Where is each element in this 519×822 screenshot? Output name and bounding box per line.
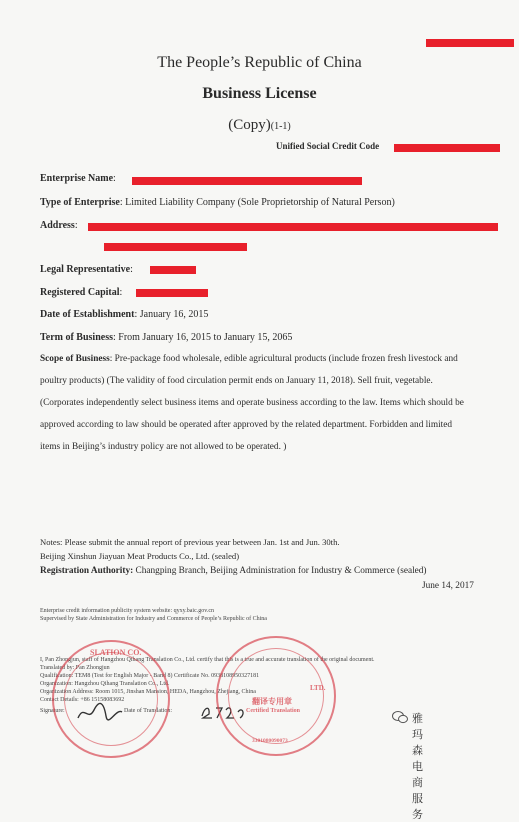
enterprise-name-row: Enterprise Name: — [40, 173, 116, 184]
copy-indicator — [0, 117, 519, 134]
translation-line-3: Qualification: TEM8 (Test for English Major - Band 8) Certificate No. 0938108950327181 — [40, 673, 260, 679]
redaction-enterprise-name — [132, 177, 362, 185]
issue-date: June 14, 2017 — [422, 581, 474, 591]
redaction-capital — [136, 289, 208, 297]
notes-text: Notes: Please submit the annual report of previous year between Jan. 1st and Jun. 30th. — [40, 537, 340, 547]
scope-line-4: approved according to law should be operated after approved by the related department. Forbidden and limited — [40, 420, 453, 430]
establishment-value: January 16, 2015 — [139, 309, 209, 320]
translation-company-seal-left — [52, 640, 170, 758]
translation-date-label: Date of Translation: — [124, 708, 172, 714]
watermark-text: 雅玛森电商服务 — [412, 712, 423, 821]
seal-right-text: LTD. — [310, 684, 326, 692]
credit-code-label: Unified Social Credit Code — [276, 141, 380, 151]
address-label: Address — [40, 220, 75, 231]
scope-line-3: (Corporates independently select business items and operate business according to the law. Items which should be — [40, 398, 464, 408]
scope-of-business — [40, 348, 506, 458]
redaction-top-right — [426, 39, 514, 47]
translation-line-5: Organization Address: Room 1015, Jinshan Mansion, HEDA, Hangzhou, Zhejiang, China — [40, 689, 256, 695]
registration-authority-label: Registration Authority: — [40, 566, 134, 576]
document-title: Business License — [202, 85, 317, 102]
redaction-address-line1 — [88, 223, 498, 231]
translation-line-4: Organization: Hangzhou Qihang Translation Co., Ltd. — [40, 681, 170, 687]
term-value: From January 16, 2015 to January 15, 2065 — [118, 332, 293, 343]
enterprise-type-label: Type of Enterprise — [40, 197, 120, 208]
wechat-icon — [392, 710, 408, 724]
seal-left-text: SLATION CO. — [90, 648, 142, 657]
enterprise-type-row: Type of Enterprise: Limited Liability Company (Sole Proprietorship of Natural Person) — [40, 197, 395, 208]
signature-label: Signature: — [40, 708, 65, 714]
scope-label: Scope of Business — [40, 354, 110, 364]
scope-line-2: poultry products) (The validity of food circulation permit ends on January 11, 2018). Sell fruit, vegetable. — [40, 376, 433, 386]
seal-right-chinese: 翻译专用章 — [252, 697, 292, 706]
enterprise-name-label: Enterprise Name — [40, 173, 114, 184]
translation-line-1: I, Pan Zhongjun, staff of Hangzhou Qihang Translation Co., Ltd. certify that this is a true and accurate translation of the original document. — [40, 657, 375, 663]
scope-line-1: Scope of Business: Pre-package food wholesale, edible agricultural products (include frozen fresh livestock and — [40, 354, 458, 364]
legal-rep-row: Legal Representative: — [40, 264, 133, 275]
country-heading: The People’s Republic of China — [157, 54, 362, 71]
translation-line-2: Translated by: Pan Zhongjun — [40, 665, 110, 671]
enterprise-type-value: Limited Liability Company (Sole Proprietorship of Natural Person) — [125, 197, 395, 208]
sealed-by-text: Beijing Xinshun Jiayuan Meat Products Co., Ltd. (sealed) — [40, 551, 240, 561]
translation-line-6: Contact Details: +86 15158083692 — [40, 697, 125, 703]
seal-left-inner-ring — [64, 652, 158, 746]
redaction-credit-code — [394, 144, 500, 152]
seal-right-number: 3301080090073 — [252, 738, 288, 744]
registration-authority-row — [40, 566, 427, 576]
establishment-row: Date of Establishment: January 16, 2015 — [40, 309, 209, 320]
copy-suffix: (1-1) — [270, 121, 291, 132]
scope-line-5: items in Beijing’s industry policy are not allowed to be operated. ) — [40, 442, 287, 452]
registered-capital-label: Registered Capital — [40, 287, 120, 298]
seal-right-certified: Certified Translation — [246, 708, 300, 714]
term-label: Term of Business — [40, 332, 113, 343]
system-website-line: Enterprise credit information publicity system website: qyxy.baic.gov.cn — [40, 608, 215, 614]
address-row: Address: — [40, 220, 78, 231]
supervised-line: Supervised by State Administration for Industry and Commerce of People’s Republic of China — [40, 616, 267, 622]
legal-rep-label: Legal Representative — [40, 264, 131, 275]
copy-label: (Copy) — [228, 117, 271, 133]
registered-capital-row: Registered Capital: — [40, 287, 123, 298]
registration-authority-value: Changping Branch, Beijing Administration for Industry & Commerce (sealed) — [135, 566, 427, 576]
redaction-legal-rep — [150, 266, 196, 274]
redaction-address-line2 — [104, 243, 247, 251]
term-row: Term of Business: From January 16, 2015 to January 15, 2065 — [40, 332, 293, 343]
establishment-label: Date of Establishment — [40, 309, 135, 320]
scope-text-1: Pre-package food wholesale, edible agricultural products (include frozen fresh livestock and — [114, 354, 458, 364]
certified-translation-seal — [216, 636, 336, 756]
